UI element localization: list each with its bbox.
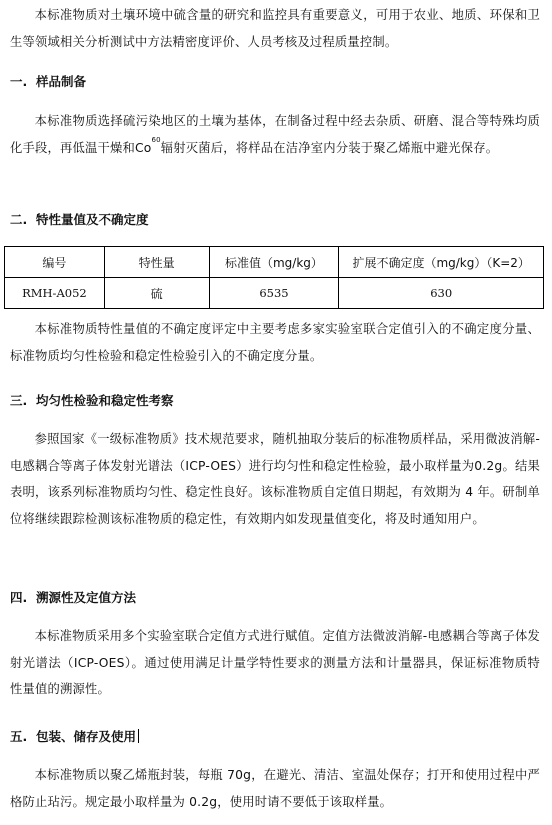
table-header-row — [5, 247, 544, 278]
section-title: 溯源性及定值方法 — [36, 590, 137, 605]
section-2-paragraph: 本标准物质特性量值的不确定度评定中主要考虑多家实验室联合定值引入的不确定度分量、标准物质均匀性检验和稳定性检验引入的不确定度分量。 — [10, 322, 540, 363]
table-header-cell: 特性量 — [104, 247, 209, 278]
section-heading-4 — [10, 589, 136, 607]
section-1-text-a: 本标准物质选择硫污染地区的土壤为基体，在制备过程中经去杂质、研磨、混合等特殊均质化手段，再低温干燥和Co — [10, 114, 540, 155]
table-cell-code: RMH-A052 — [5, 278, 105, 309]
table-cell-standard-value: 6535 — [209, 278, 339, 309]
section-number: 四. — [10, 590, 28, 605]
section-title: 特性量值及不确定度 — [36, 212, 149, 227]
section-number: 三. — [10, 393, 28, 408]
section-title: 均匀性检验和稳定性考察 — [36, 393, 174, 408]
section-1-text-b: 辐射灭菌后，将样品在洁净室内分装于聚乙烯瓶中避光保存。 — [160, 140, 499, 155]
table-header-cell: 扩展不确定度（mg/kg）（K=2） — [339, 247, 544, 278]
section-3-paragraph: 参照国家《一级标准物质》技术规范要求，随机抽取分装后的标准物质样品，采用微波消解-电感耦合等离子体发射光谱法（ICP-OES）进行均匀性和稳定性检验，最小取样量为0.2g。结果表明，该系列标准物质均匀性、稳定性良好。该标准物质自定值日期起，有效期为 4 年。研制单位将继续跟踪检测该标准物质的稳定性，有效期内如发现量值变化，将及时通知用户。 — [10, 432, 540, 526]
section-heading-2 — [10, 211, 149, 229]
text-cursor — [138, 729, 139, 743]
section-number: 一. — [10, 74, 28, 89]
isotope-superscript: 60 — [151, 135, 161, 144]
table-row — [5, 278, 544, 309]
section-title: 样品制备 — [36, 74, 87, 89]
section-title: 包装、储存及使用 — [36, 729, 137, 744]
section-heading-1 — [10, 73, 86, 91]
table-header-cell: 标准值（mg/kg） — [209, 247, 339, 278]
property-value-table — [4, 246, 544, 309]
table-cell-property: 硫 — [104, 278, 209, 309]
table-cell-uncertainty: 630 — [339, 278, 544, 309]
section-4-paragraph: 本标准物质采用多个实验室联合定值方式进行赋值。定值方法微波消解-电感耦合等离子体发射光谱法（ICP-OES）。通过使用满足计量学特性要求的测量方法和计量器具，保证标准物质特性量值的溯源性。 — [10, 629, 540, 696]
section-5-paragraph: 本标准物质以聚乙烯瓶封装，每瓶 70g，在避光、清洁、室温处保存；打开和使用过程中严格防止玷污。规定最小取样量为 0.2g，使用时请不要低于该取样量。 — [10, 768, 540, 809]
section-heading-5 — [10, 728, 139, 746]
section-heading-3 — [10, 392, 174, 410]
section-1-paragraph — [10, 108, 540, 161]
section-number: 二. — [10, 212, 28, 227]
section-number: 五. — [10, 729, 28, 744]
intro-paragraph: 本标准物质对土壤环境中硫含量的研究和监控具有重要意义，可用于农业、地质、环保和卫生等领域相关分析测试中方法精密度评价、人员考核及过程质量控制。 — [10, 8, 540, 49]
table-header-cell: 编号 — [5, 247, 105, 278]
